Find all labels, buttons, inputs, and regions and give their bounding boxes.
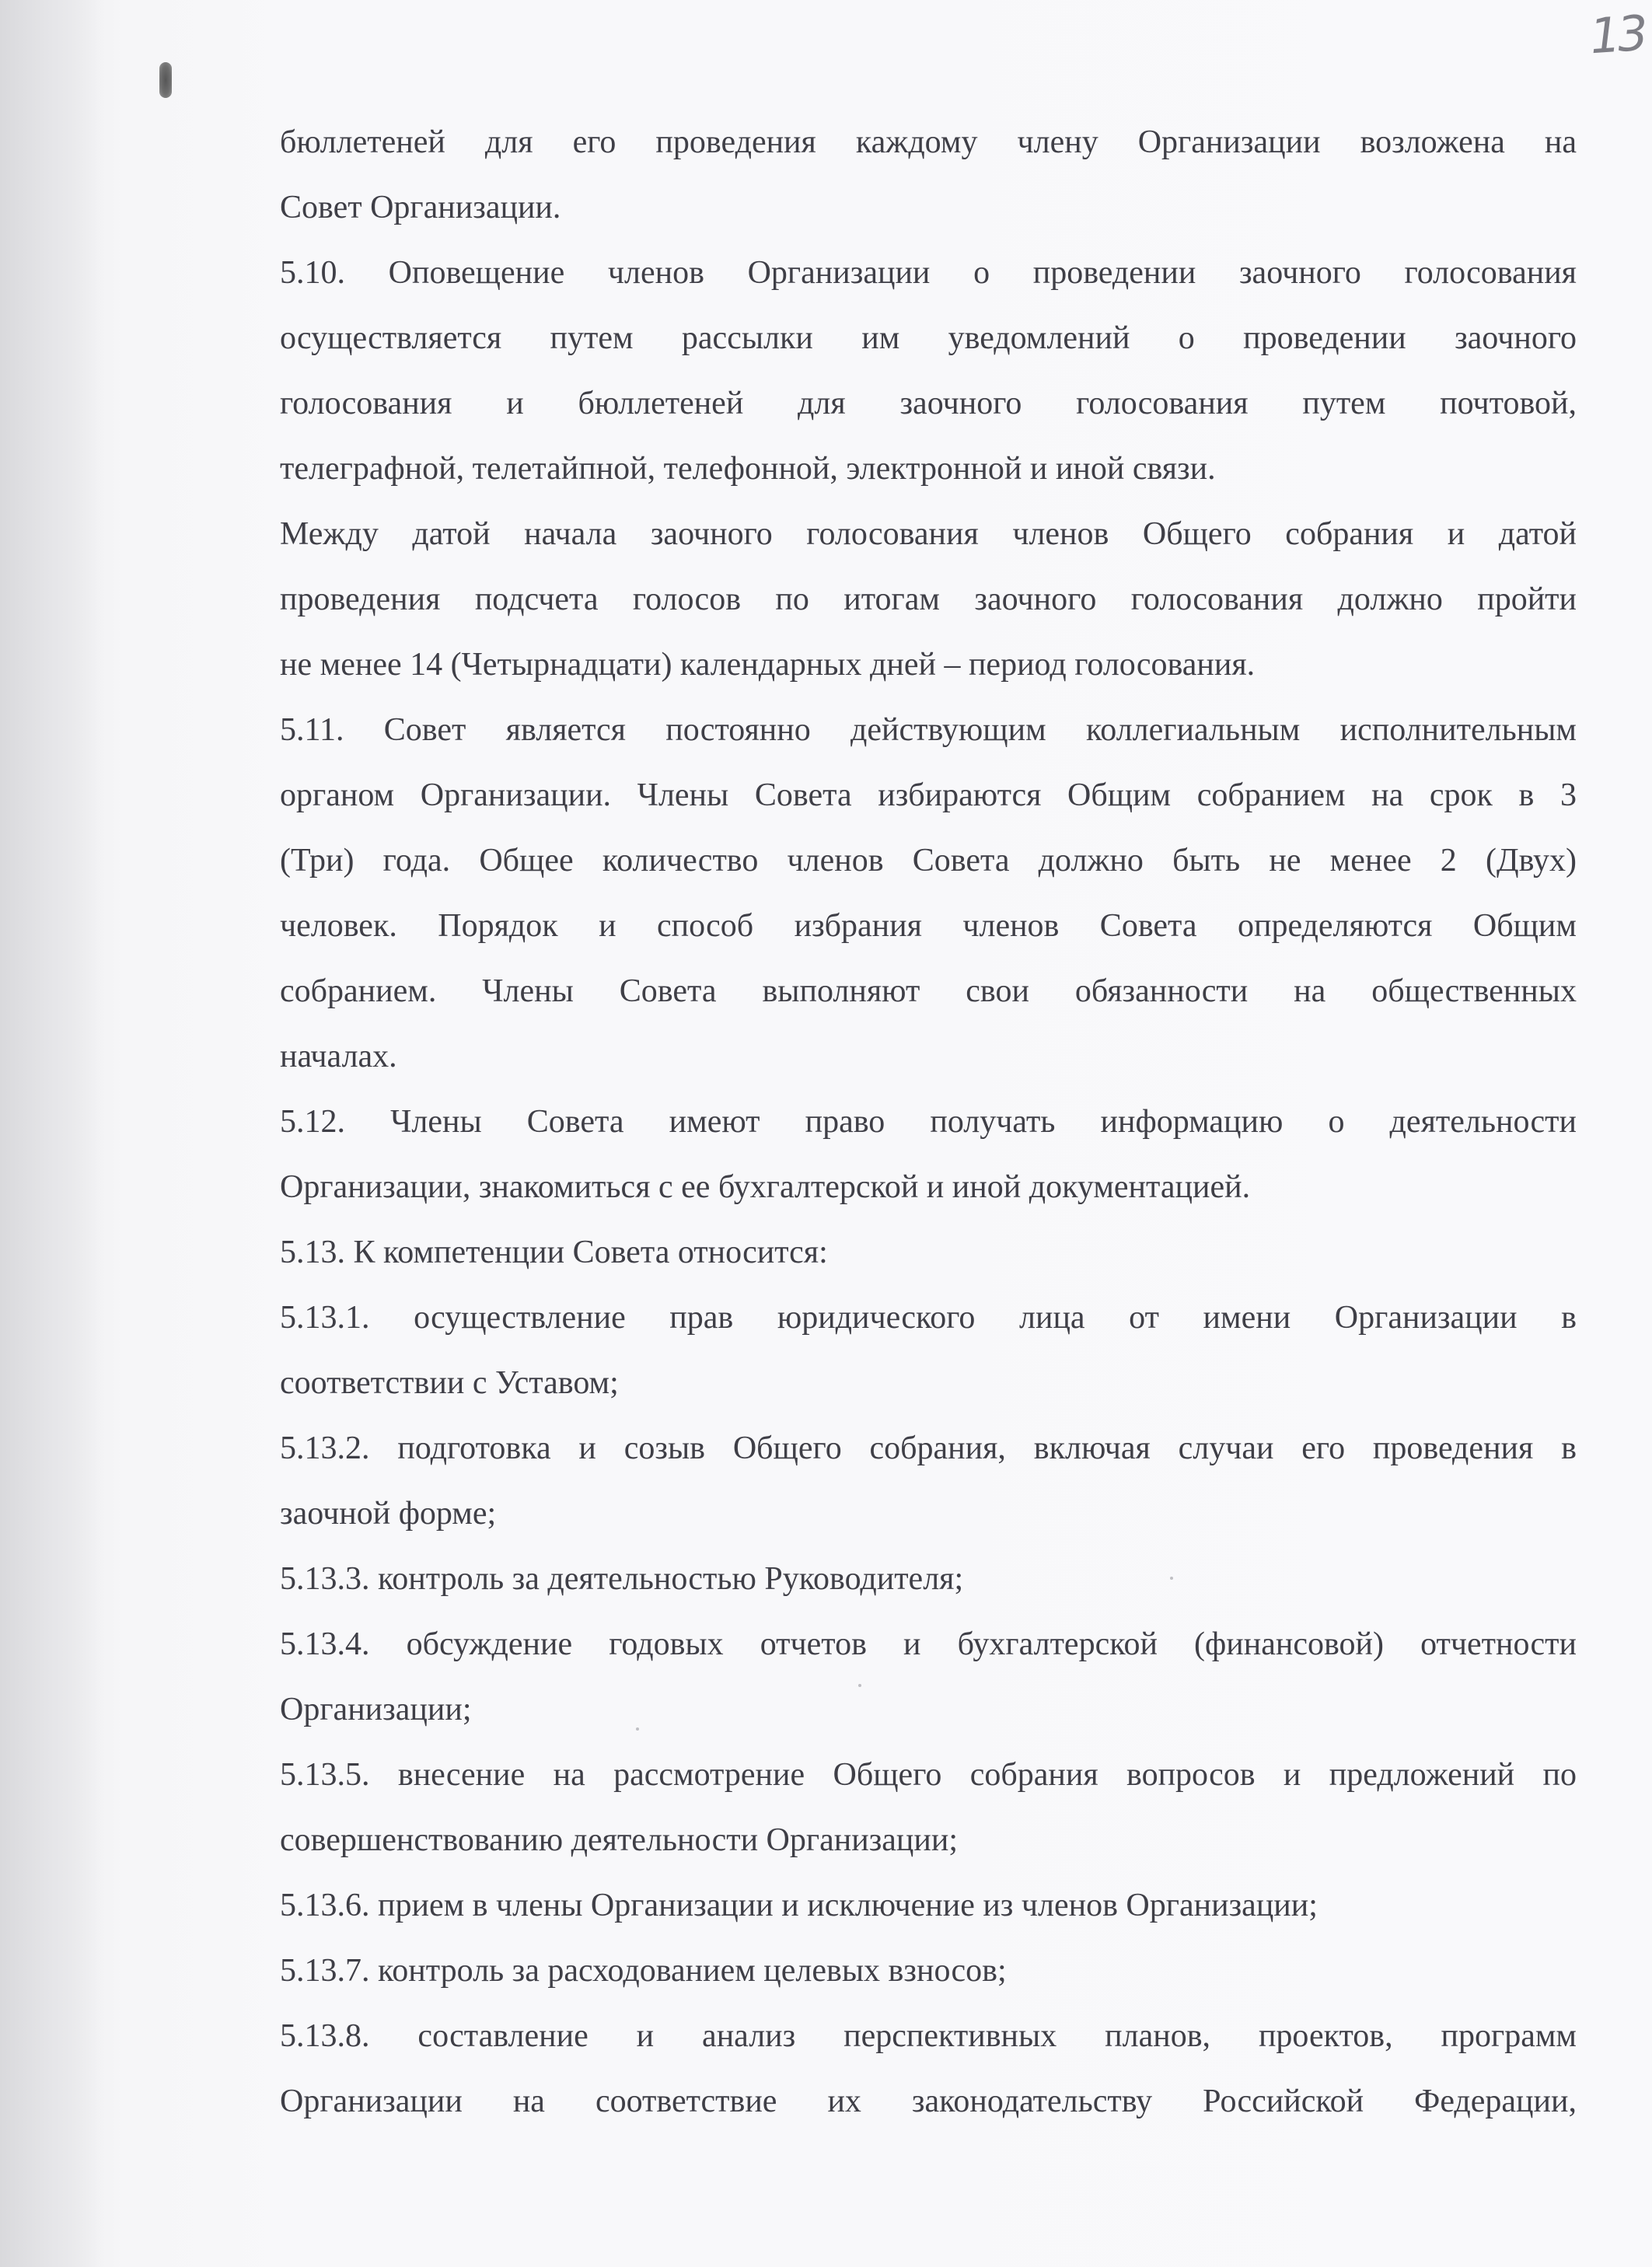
- text-line: началах.: [280, 1039, 397, 1074]
- text-line: Организации на соответствие их законодательству Российской Федерации,: [280, 2084, 1577, 2119]
- text-line: Совет Организации.: [280, 190, 561, 225]
- text-line: 5.13.7. контроль за расходованием целевых взносов;: [280, 1953, 1007, 1989]
- text-line: органом Организации. Члены Совета избираются Общим собранием на срок в 3: [280, 777, 1577, 813]
- text-line: 5.13. К компетенции Совета относится:: [280, 1235, 828, 1270]
- text-line: 5.10. Оповещение членов Организации о проведении заочного голосования: [280, 255, 1577, 291]
- binding-hole-mark: [159, 62, 172, 98]
- text-line: голосования и бюллетеней для заочного голосования путем почтовой,: [280, 386, 1577, 421]
- text-line: Организации;: [280, 1692, 472, 1727]
- text-line: телеграфной, телетайпной, телефонной, электронной и иной связи.: [280, 451, 1216, 487]
- text-line: осуществляется путем рассылки им уведомлений о проведении заочного: [280, 320, 1577, 356]
- document-body: [280, 110, 1577, 2134]
- text-line: не менее 14 (Четырнадцати) календарных дней – период голосования.: [280, 647, 1256, 683]
- text-line: 5.13.5. внесение на рассмотрение Общего собрания вопросов и предложений по: [280, 1757, 1577, 1793]
- text-line: бюллетеней для его проведения каждому члену Организации возложена на: [280, 124, 1577, 160]
- text-line: 5.11. Совет является постоянно действующим коллегиальным исполнительным: [280, 712, 1577, 748]
- text-line: проведения подсчета голосов по итогам заочного голосования должно пройти: [280, 582, 1577, 617]
- text-line: 5.13.4. обсуждение годовых отчетов и бухгалтерской (финансовой) отчетности: [280, 1626, 1577, 1662]
- text-line: Организации, знакомиться с ее бухгалтерской и иной документацией.: [280, 1169, 1251, 1205]
- text-line: 5.13.3. контроль за деятельностью Руководителя;: [280, 1561, 964, 1597]
- text-line: (Три) года. Общее количество членов Совета должно быть не менее 2 (Двух): [280, 843, 1577, 879]
- handwritten-page-number: 13: [1587, 4, 1647, 65]
- text-line: Между датой начала заочного голосования членов Общего собрания и датой: [280, 516, 1577, 552]
- text-line: человек. Порядок и способ избрания членов Совета определяются Общим: [280, 908, 1577, 944]
- text-line: совершенствованию деятельности Организации;: [280, 1822, 959, 1858]
- text-line: 5.13.6. прием в члены Организации и исключение из членов Организации;: [280, 1888, 1318, 1923]
- text-line: заочной форме;: [280, 1496, 497, 1532]
- binding-shadow: [0, 0, 101, 2267]
- text-line: соответствии с Уставом;: [280, 1365, 619, 1401]
- text-line: собранием. Члены Совета выполняют свои обязанности на общественных: [280, 973, 1577, 1009]
- text-line: 5.13.1. осуществление прав юридического лица от имени Организации в: [280, 1300, 1577, 1336]
- text-line: 5.13.8. составление и анализ перспективных планов, проектов, программ: [280, 2018, 1577, 2054]
- text-line: 5.12. Члены Совета имеют право получать информацию о деятельности: [280, 1104, 1577, 1140]
- text-line: 5.13.2. подготовка и созыв Общего собрания, включая случаи его проведения в: [280, 1430, 1577, 1466]
